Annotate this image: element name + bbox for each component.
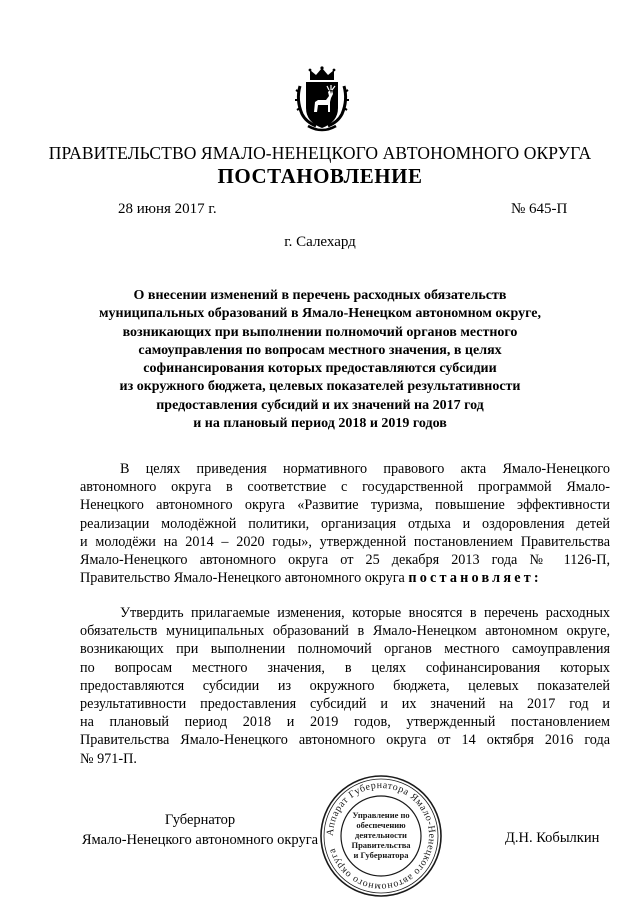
paragraph-line: Ненецкого автономного округа «Развитие туризма, повышение эффективности	[80, 497, 610, 514]
paragraph-line: и молодёжи на 2014 – 2020 годы», утвержденной постановлением Правительства	[80, 533, 610, 550]
stamp-center-line: и Губернатора	[353, 850, 409, 860]
paragraph-line: на плановый период 2018 и 2019 годов, утвержденный постановлением	[80, 714, 610, 731]
paragraph-line: № 971-П.	[80, 750, 137, 767]
heading-line: из окружного бюджета, целевых показателей результативности	[119, 379, 521, 395]
heading-line: предоставления субсидий и их значений на 2017 год	[156, 397, 484, 413]
document-type: ПОСТАНОВЛЕНИЕ	[217, 164, 423, 188]
document-city: г. Салехард	[284, 234, 356, 250]
paragraph-line: обязательств муниципальных образований в Ямало-Ненецком автономном округе,	[80, 623, 610, 640]
heading-line: самоуправления по вопросам местного значения, в целях	[138, 342, 502, 358]
resolution-paragraph	[80, 604, 610, 768]
heading-line: муниципальных образований в Ямало-Ненецком автономном округе,	[99, 306, 541, 322]
heading-line: О внесении изменений в перечень расходных обязательств	[133, 288, 507, 303]
paragraph-line: Ямало-Ненецкого автономного округа от 25 декабря 2013 года № 1126-П,	[80, 552, 610, 569]
document-date: 28 июня 2017 г.	[118, 201, 217, 217]
paragraph-line: Правительства Ямало-Ненецкого автономного округа от 14 октября 2016 года	[80, 732, 610, 749]
heading-line: софинансирования которых предоставляются субсидии	[143, 361, 497, 377]
stamp-center-line: Управление по	[352, 810, 410, 820]
preamble-paragraph	[80, 460, 610, 587]
paragraph-line: результативности предоставления субсидий и их значений на 2017 год и	[80, 696, 610, 713]
stamp-center-line: обеспечению	[356, 820, 406, 830]
signatory-post	[80, 810, 320, 850]
stamp-center-line: Правительства	[351, 840, 411, 850]
signatory-region: Ямало-Ненецкого автономного округа	[81, 832, 319, 848]
paragraph-line: по вопросам местного значения, в целях софинансирования которых	[80, 659, 610, 676]
signatory-name: Д.Н. Кобылкин	[505, 830, 600, 846]
paragraph-line: автономного округа в соответствие с государственной программой Ямало-	[80, 479, 610, 496]
government-name: ПРАВИТЕЛЬСТВО ЯМАЛО-НЕНЕЦКОГО АВТОНОМНОГО ОКРУГА	[48, 143, 592, 163]
stamp-center-line: деятельности	[355, 830, 407, 840]
heading-line: и на плановый период 2018 и 2019 годов	[193, 416, 447, 432]
stamp-ring-text: Аппарат Губернатора Ямало-Ненецкого автономного округа	[324, 779, 438, 893]
paragraph-line: возникающих при выполнении полномочий органов местного самоуправления	[80, 641, 610, 658]
decree-prefix: Правительство Ямало-Ненецкого автономного округа	[80, 570, 409, 587]
paragraph-line: Утвердить прилагаемые изменения, которые вносятся в перечень расходных	[120, 605, 610, 621]
paragraph-line: реализации молодёжной политики, организация отдыха и оздоровления детей	[80, 515, 610, 532]
paragraph-line: В целях приведения нормативного правового акта Ямало-Ненецкого	[120, 461, 610, 477]
signatory-title: Губернатор	[164, 812, 236, 828]
decree-word: постановляет:	[408, 570, 542, 587]
official-stamp	[318, 773, 444, 899]
paragraph-line: предоставляются субсидии из окружного бюджета, целевых показателей	[80, 677, 610, 694]
document-heading	[80, 287, 560, 433]
document-number: № 645-П	[511, 201, 568, 217]
coat-of-arms-icon	[294, 66, 350, 134]
paragraph-line	[80, 569, 610, 587]
heading-line: возникающих при выполнении полномочий органов местного	[122, 324, 518, 340]
